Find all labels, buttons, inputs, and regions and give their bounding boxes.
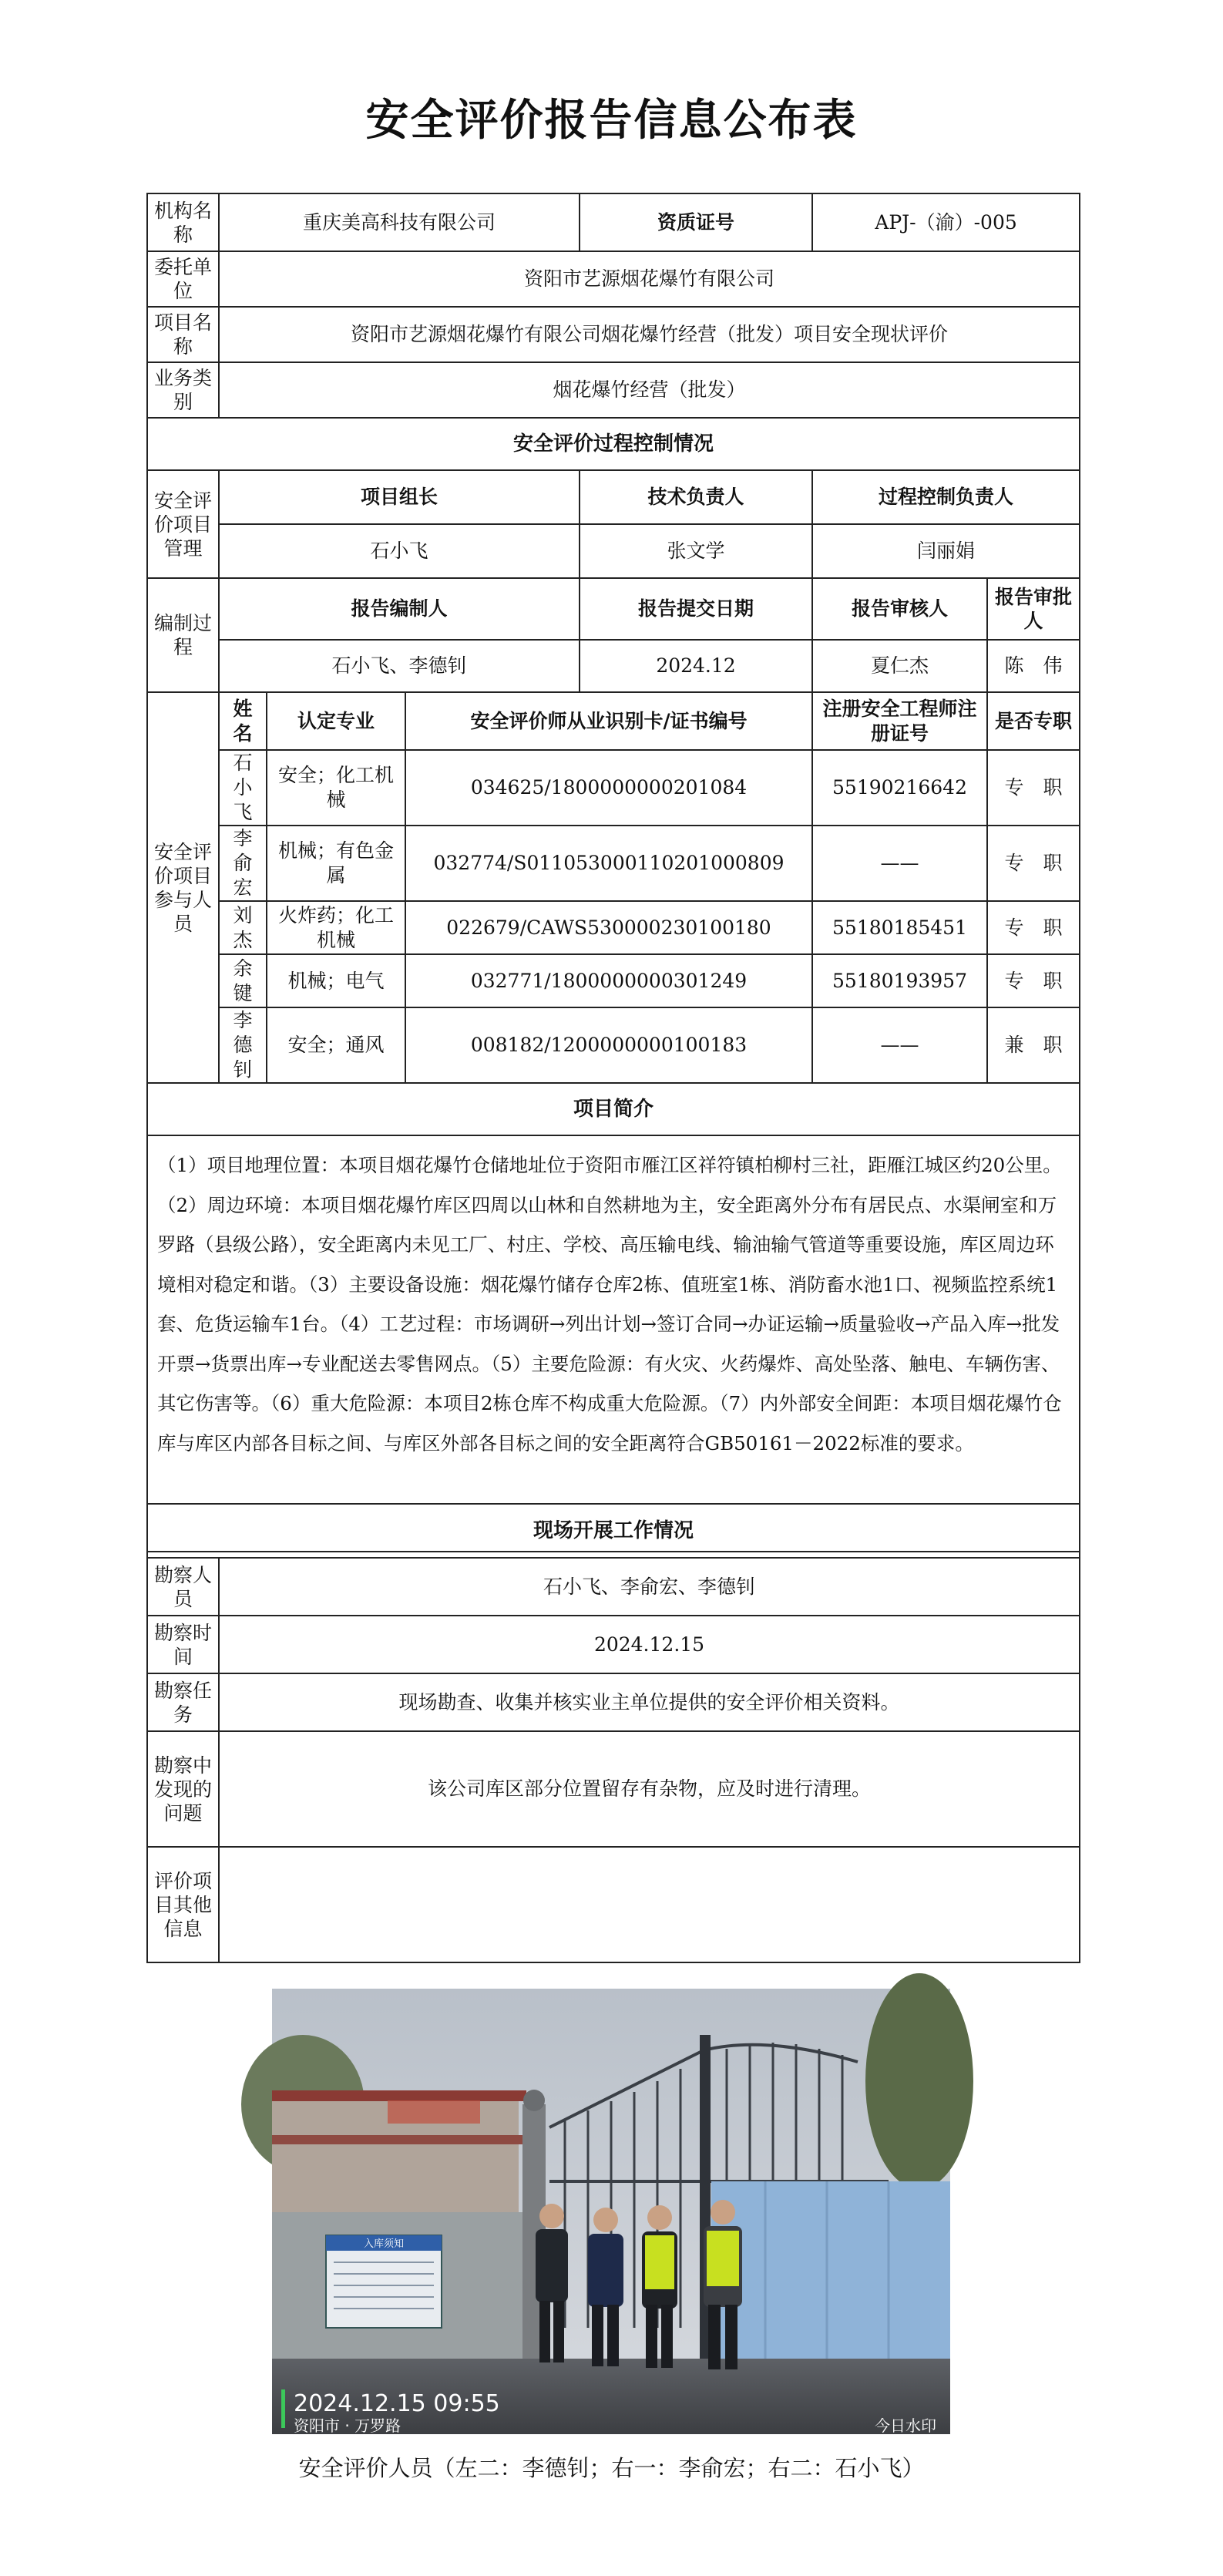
table-row — [147, 954, 1080, 1007]
project-label: 项目名称 — [147, 307, 219, 362]
mgmt-header-leader: 项目组长 — [219, 470, 580, 524]
mgmt-header-tech: 技术负责人 — [580, 470, 812, 524]
mgmt-value-leader: 石小飞 — [219, 524, 580, 578]
participants-header-fulltime: 是否专职 — [987, 692, 1080, 750]
participants-header-card: 安全评价师从业识别卡/证书编号 — [405, 692, 812, 750]
site-other-label: 评价项目其他信息 — [147, 1847, 219, 1962]
participant-fulltime: 专 职 — [987, 901, 1080, 954]
client-value: 资阳市艺源烟花爆竹有限公司 — [219, 251, 1080, 307]
project-value: 资阳市艺源烟花爆竹有限公司烟花爆竹经营（批发）项目安全现状评价 — [219, 307, 1080, 362]
participant-card: 008182/1200000000100183 — [405, 1007, 812, 1083]
business-label: 业务类别 — [147, 362, 219, 418]
client-label: 委托单位 — [147, 251, 219, 307]
site-time-value: 2024.12.15 — [219, 1616, 1080, 1673]
compile-value-date: 2024.12 — [580, 640, 812, 692]
compile-header-reviewer: 报告审核人 — [812, 578, 987, 640]
participant-fulltime: 专 职 — [987, 826, 1080, 901]
participant-reg: —— — [812, 826, 987, 901]
site-issue-label: 勘察中发现的问题 — [147, 1731, 219, 1847]
compile-value-reviewer: 夏仁杰 — [812, 640, 987, 692]
business-value: 烟花爆竹经营（批发） — [219, 362, 1080, 418]
participant-reg: 55180193957 — [812, 954, 987, 1007]
mgmt-header-control: 过程控制负责人 — [812, 470, 1080, 524]
compile-value-approver: 陈 伟 — [987, 640, 1080, 692]
participant-name: 余 键 — [219, 954, 267, 1007]
participant-fulltime: 兼 职 — [987, 1007, 1080, 1083]
participant-fulltime: 专 职 — [987, 954, 1080, 1007]
participants-header-name: 姓 名 — [219, 692, 267, 750]
intro-section-title: 项目简介 — [147, 1083, 1080, 1135]
compile-header-approver: 报告审批人 — [987, 578, 1080, 640]
participant-major: 火炸药；化工机械 — [267, 901, 405, 954]
process-section-title: 安全评价过程控制情况 — [147, 418, 1080, 470]
intro-text: （1）项目地理位置：本项目烟花爆竹仓储地址位于资阳市雁江区祥符镇柏柳村三社，距雁江城区约20公里。（2）周边环境：本项目烟花爆竹库区四周以山林和自然耕地为主，安全距离外分布有居民点、水渠闸室和万罗路（县级公路），安全距离内未见工厂、村庄、学校、高压输电线、输油输气管道等重要设施，库区周边环境相对稳定和谐。（3）主要设备设施：烟花爆竹储存仓库2栋、值班室1栋、消防畜水池1口、视频监控系统1套、危货运输车1台。（4）工艺过程：市场调研→列出计划→签订合同→办证运输→质量验收→产品入库→批发开票→货票出库→专业配送去零售网点。（5）主要危险源：有火灾、火药爆炸、高处坠落、触电、车辆伤害、其它伤害等。（6）重大危险源：本项目2栋仓库不构成重大危险源。（7）内外部安全间距：本项目烟花爆竹仓库与库区内部各目标之间、与库区外部各目标之间的安全距离符合GB50161－2022标准的要求。 — [147, 1135, 1080, 1552]
compile-label: 编制过程 — [147, 578, 219, 692]
participant-card: 034625/1800000000201084 — [405, 750, 812, 826]
participant-major: 安全；化工机械 — [267, 750, 405, 826]
participant-card: 032774/S011053000110201000809 — [405, 826, 812, 901]
cert-label: 资质证号 — [580, 193, 812, 251]
participant-name: 李俞宏 — [219, 826, 267, 901]
participant-major: 安全；通风 — [267, 1007, 405, 1083]
participants-header-major: 认定专业 — [267, 692, 405, 750]
compile-header-author: 报告编制人 — [219, 578, 580, 640]
participants-header-reg: 注册安全工程师注册证号 — [812, 692, 987, 750]
mgmt-label: 安全评价项目管理 — [147, 470, 219, 578]
participant-reg: 55190216642 — [812, 750, 987, 826]
table-row — [147, 826, 1080, 901]
cert-value: APJ-（渝）-005 — [812, 193, 1080, 251]
participant-name: 刘 杰 — [219, 901, 267, 954]
compile-value-author: 石小飞、李德钊 — [219, 640, 580, 692]
site-other-value — [219, 1847, 1080, 1962]
org-value: 重庆美高科技有限公司 — [219, 193, 580, 251]
table-row — [147, 1007, 1080, 1083]
mgmt-value-tech: 张文学 — [580, 524, 812, 578]
compile-header-date: 报告提交日期 — [580, 578, 812, 640]
site-task-value: 现场勘查、收集并核实业主单位提供的安全评价相关资料。 — [219, 1673, 1080, 1731]
participant-name: 李德钊 — [219, 1007, 267, 1083]
site-time-label: 勘察时间 — [147, 1616, 219, 1673]
site-table — [146, 1503, 1080, 1963]
participant-major: 机械；有色金属 — [267, 826, 405, 901]
participant-fulltime: 专 职 — [987, 750, 1080, 826]
participant-reg: 55180185451 — [812, 901, 987, 954]
participant-major: 机械；电气 — [267, 954, 405, 1007]
site-staff-value: 石小飞、李俞宏、李德钊 — [219, 1558, 1080, 1616]
participant-name: 石小飞 — [219, 750, 267, 826]
participant-card: 032771/1800000000301249 — [405, 954, 812, 1007]
site-staff-label: 勘察人员 — [147, 1558, 219, 1616]
org-label: 机构名称 — [147, 193, 219, 251]
info-table — [146, 193, 1080, 1552]
photo-timestamp: 2024.12.15 09:55 — [294, 2390, 500, 2417]
sign-title: 入库须知 — [363, 2238, 405, 2250]
site-section-title: 现场开展工作情况 — [147, 1504, 1080, 1558]
table-row — [147, 750, 1080, 826]
participant-reg: —— — [812, 1007, 987, 1083]
site-photo — [272, 1989, 950, 2434]
table-row — [147, 901, 1080, 954]
photo-caption: 安全评价人员（左二：李德钊；右一：李俞宏；右二：石小飞） — [298, 2455, 925, 2481]
mgmt-value-control: 闫丽娟 — [812, 524, 1080, 578]
photo-location: 资阳市 · 万罗路 — [294, 2416, 402, 2435]
site-issue-value: 该公司库区部分位置留存有杂物，应及时进行清理。 — [219, 1731, 1080, 1847]
site-task-label: 勘察任务 — [147, 1673, 219, 1731]
photo-watermark: 今日水印 — [875, 2416, 936, 2435]
participants-label: 安全评价项目参与人员 — [147, 692, 219, 1083]
page-title: 安全评价报告信息公布表 — [365, 95, 858, 146]
participant-card: 022679/CAWS530000230100180 — [405, 901, 812, 954]
